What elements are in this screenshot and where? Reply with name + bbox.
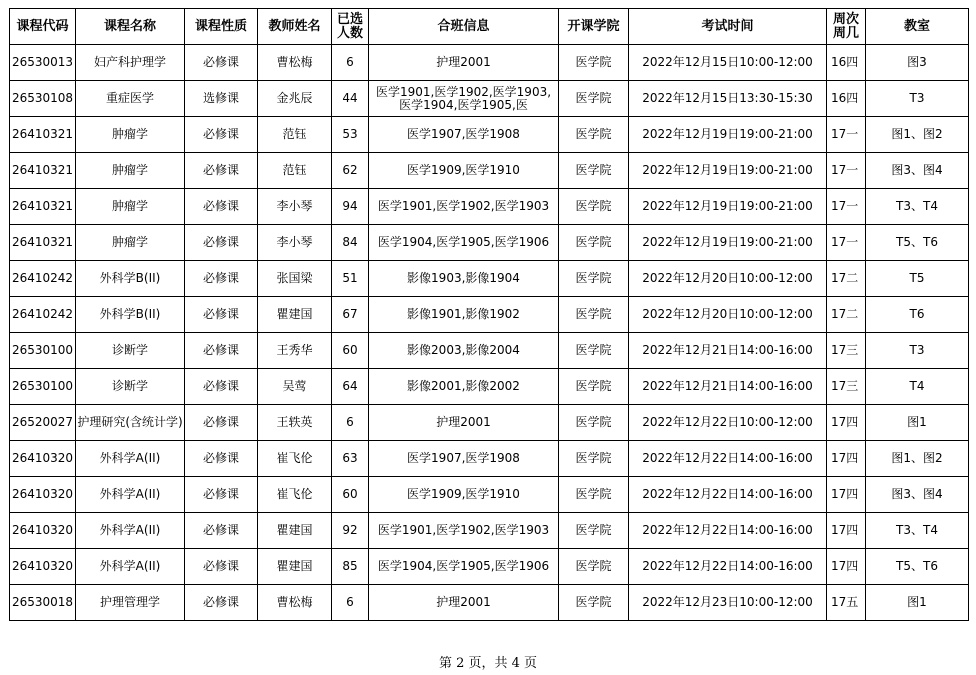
- teacher-cell: 瞿建国: [258, 513, 332, 549]
- table-row: [10, 81, 969, 117]
- classroom-cell: T3: [866, 333, 969, 369]
- table-row: [10, 405, 969, 441]
- course-name-cell: 护理研究(含统计学): [76, 405, 185, 441]
- college-cell: 医学院: [559, 81, 629, 117]
- table-row: [10, 189, 969, 225]
- week-day-cell: 17四: [827, 441, 866, 477]
- week-day-cell: 17二: [827, 297, 866, 333]
- class-info-cell: 影像2001,影像2002: [369, 369, 559, 405]
- course-code-cell: 26520027: [10, 405, 76, 441]
- course-name-cell: 诊断学: [76, 369, 185, 405]
- course-type-cell: 必修课: [185, 369, 258, 405]
- class-info-cell: 医学1901,医学1902,医学1903: [369, 189, 559, 225]
- header-classroom: 教室: [866, 9, 969, 45]
- table-row: [10, 549, 969, 585]
- table-header-row: [10, 9, 969, 45]
- classroom-cell: T5、T6: [866, 225, 969, 261]
- classroom-cell: T3、T4: [866, 189, 969, 225]
- college-cell: 医学院: [559, 153, 629, 189]
- classroom-cell: T5: [866, 261, 969, 297]
- enrolled-count-cell: 64: [332, 369, 369, 405]
- enrolled-count-cell: 92: [332, 513, 369, 549]
- course-type-cell: 必修课: [185, 405, 258, 441]
- exam-time-cell: 2022年12月19日19:00-21:00: [629, 117, 827, 153]
- teacher-cell: 吴莺: [258, 369, 332, 405]
- exam-time-cell: 2022年12月22日14:00-16:00: [629, 441, 827, 477]
- course-code-cell: 26530013: [10, 45, 76, 81]
- exam-time-cell: 2022年12月22日10:00-12:00: [629, 405, 827, 441]
- course-code-cell: 26530100: [10, 333, 76, 369]
- course-code-cell: 26530108: [10, 81, 76, 117]
- college-cell: 医学院: [559, 225, 629, 261]
- table-row: [10, 225, 969, 261]
- enrolled-count-cell: 94: [332, 189, 369, 225]
- course-type-cell: 必修课: [185, 189, 258, 225]
- table-row: [10, 441, 969, 477]
- college-cell: 医学院: [559, 441, 629, 477]
- enrolled-count-cell: 85: [332, 549, 369, 585]
- course-name-cell: 外科学A(II): [76, 549, 185, 585]
- teacher-cell: 金兆辰: [258, 81, 332, 117]
- teacher-cell: 范钰: [258, 153, 332, 189]
- course-type-cell: 必修课: [185, 333, 258, 369]
- table-row: [10, 585, 969, 621]
- week-day-cell: 17三: [827, 369, 866, 405]
- header-course-name: 课程名称: [76, 9, 185, 45]
- enrolled-count-cell: 62: [332, 153, 369, 189]
- header-week-day: 周次周几: [827, 9, 866, 45]
- course-name-cell: 护理管理学: [76, 585, 185, 621]
- class-info-cell: 影像1901,影像1902: [369, 297, 559, 333]
- week-day-cell: 17五: [827, 585, 866, 621]
- exam-schedule-table: [9, 8, 969, 621]
- teacher-cell: 李小琴: [258, 189, 332, 225]
- table-row: [10, 333, 969, 369]
- teacher-cell: 崔飞伦: [258, 477, 332, 513]
- exam-time-cell: 2022年12月22日14:00-16:00: [629, 477, 827, 513]
- course-name-cell: 肿瘤学: [76, 117, 185, 153]
- table-row: [10, 117, 969, 153]
- enrolled-count-cell: 6: [332, 405, 369, 441]
- class-info-cell: 医学1907,医学1908: [369, 441, 559, 477]
- teacher-cell: 范钰: [258, 117, 332, 153]
- classroom-cell: 图3: [866, 45, 969, 81]
- exam-time-cell: 2022年12月21日14:00-16:00: [629, 369, 827, 405]
- course-type-cell: 必修课: [185, 297, 258, 333]
- course-code-cell: 26530018: [10, 585, 76, 621]
- course-code-cell: 26410320: [10, 549, 76, 585]
- exam-time-cell: 2022年12月22日14:00-16:00: [629, 513, 827, 549]
- college-cell: 医学院: [559, 117, 629, 153]
- enrolled-count-cell: 44: [332, 81, 369, 117]
- teacher-cell: 曹松梅: [258, 585, 332, 621]
- week-day-cell: 17一: [827, 117, 866, 153]
- teacher-cell: 王秀华: [258, 333, 332, 369]
- teacher-cell: 瞿建国: [258, 297, 332, 333]
- classroom-cell: T5、T6: [866, 549, 969, 585]
- course-type-cell: 必修课: [185, 477, 258, 513]
- course-name-cell: 重症医学: [76, 81, 185, 117]
- course-code-cell: 26410320: [10, 513, 76, 549]
- class-info-cell: 医学1901,医学1902,医学1903: [369, 513, 559, 549]
- table-row: [10, 297, 969, 333]
- classroom-cell: 图1、图2: [866, 441, 969, 477]
- class-info-cell: 护理2001: [369, 405, 559, 441]
- course-type-cell: 必修课: [185, 153, 258, 189]
- course-code-cell: 26410321: [10, 153, 76, 189]
- table-row: [10, 513, 969, 549]
- college-cell: 医学院: [559, 297, 629, 333]
- course-code-cell: 26410320: [10, 477, 76, 513]
- course-code-cell: 26410242: [10, 261, 76, 297]
- course-type-cell: 必修课: [185, 513, 258, 549]
- week-day-cell: 17一: [827, 189, 866, 225]
- course-type-cell: 必修课: [185, 549, 258, 585]
- week-day-cell: 17一: [827, 153, 866, 189]
- week-day-cell: 17二: [827, 261, 866, 297]
- course-code-cell: 26410321: [10, 225, 76, 261]
- header-college: 开课学院: [559, 9, 629, 45]
- exam-time-cell: 2022年12月15日13:30-15:30: [629, 81, 827, 117]
- header-exam-time: 考试时间: [629, 9, 827, 45]
- class-info-cell: 护理2001: [369, 45, 559, 81]
- course-type-cell: 必修课: [185, 117, 258, 153]
- teacher-cell: 张国梁: [258, 261, 332, 297]
- course-name-cell: 外科学B(II): [76, 261, 185, 297]
- course-type-cell: 必修课: [185, 45, 258, 81]
- college-cell: 医学院: [559, 477, 629, 513]
- class-info-cell: 医学1901,医学1902,医学1903,医学1904,医学1905,医: [369, 81, 559, 117]
- course-code-cell: 26410321: [10, 117, 76, 153]
- table-body: [10, 45, 969, 621]
- teacher-cell: 曹松梅: [258, 45, 332, 81]
- enrolled-count-cell: 67: [332, 297, 369, 333]
- classroom-cell: 图3、图4: [866, 477, 969, 513]
- college-cell: 医学院: [559, 513, 629, 549]
- enrolled-count-cell: 84: [332, 225, 369, 261]
- week-day-cell: 16四: [827, 81, 866, 117]
- enrolled-count-cell: 63: [332, 441, 369, 477]
- teacher-cell: 瞿建国: [258, 549, 332, 585]
- week-day-cell: 16四: [827, 45, 866, 81]
- college-cell: 医学院: [559, 405, 629, 441]
- course-code-cell: 26410242: [10, 297, 76, 333]
- header-teacher: 教师姓名: [258, 9, 332, 45]
- college-cell: 医学院: [559, 189, 629, 225]
- week-day-cell: 17四: [827, 477, 866, 513]
- enrolled-count-cell: 6: [332, 45, 369, 81]
- week-day-cell: 17三: [827, 333, 866, 369]
- course-name-cell: 肿瘤学: [76, 225, 185, 261]
- exam-time-cell: 2022年12月19日19:00-21:00: [629, 225, 827, 261]
- college-cell: 医学院: [559, 585, 629, 621]
- teacher-cell: 崔飞伦: [258, 441, 332, 477]
- table-row: [10, 369, 969, 405]
- class-info-cell: 护理2001: [369, 585, 559, 621]
- enrolled-count-cell: 60: [332, 477, 369, 513]
- class-info-cell: 医学1904,医学1905,医学1906: [369, 549, 559, 585]
- teacher-cell: 李小琴: [258, 225, 332, 261]
- classroom-cell: 图1: [866, 405, 969, 441]
- course-name-cell: 妇产科护理学: [76, 45, 185, 81]
- college-cell: 医学院: [559, 45, 629, 81]
- course-name-cell: 肿瘤学: [76, 189, 185, 225]
- exam-time-cell: 2022年12月20日10:00-12:00: [629, 261, 827, 297]
- college-cell: 医学院: [559, 333, 629, 369]
- teacher-cell: 王轶英: [258, 405, 332, 441]
- week-day-cell: 17四: [827, 513, 866, 549]
- classroom-cell: T3、T4: [866, 513, 969, 549]
- classroom-cell: T6: [866, 297, 969, 333]
- header-enrolled: 已选人数: [332, 9, 369, 45]
- classroom-cell: 图1: [866, 585, 969, 621]
- class-info-cell: 医学1904,医学1905,医学1906: [369, 225, 559, 261]
- enrolled-count-cell: 53: [332, 117, 369, 153]
- header-classes: 合班信息: [369, 9, 559, 45]
- exam-time-cell: 2022年12月23日10:00-12:00: [629, 585, 827, 621]
- classroom-cell: 图3、图4: [866, 153, 969, 189]
- course-name-cell: 肿瘤学: [76, 153, 185, 189]
- exam-time-cell: 2022年12月22日14:00-16:00: [629, 549, 827, 585]
- header-course-code: 课程代码: [10, 9, 76, 45]
- college-cell: 医学院: [559, 369, 629, 405]
- course-type-cell: 必修课: [185, 261, 258, 297]
- course-name-cell: 外科学A(II): [76, 441, 185, 477]
- enrolled-count-cell: 51: [332, 261, 369, 297]
- class-info-cell: 影像1903,影像1904: [369, 261, 559, 297]
- exam-time-cell: 2022年12月19日19:00-21:00: [629, 153, 827, 189]
- exam-time-cell: 2022年12月21日14:00-16:00: [629, 333, 827, 369]
- classroom-cell: T3: [866, 81, 969, 117]
- course-code-cell: 26410320: [10, 441, 76, 477]
- class-info-cell: 医学1909,医学1910: [369, 477, 559, 513]
- course-code-cell: 26530100: [10, 369, 76, 405]
- course-name-cell: 外科学A(II): [76, 477, 185, 513]
- page-footer: 第 2 页，共 4 页: [438, 656, 538, 671]
- college-cell: 医学院: [559, 261, 629, 297]
- enrolled-count-cell: 6: [332, 585, 369, 621]
- exam-time-cell: 2022年12月20日10:00-12:00: [629, 297, 827, 333]
- course-code-cell: 26410321: [10, 189, 76, 225]
- course-type-cell: 必修课: [185, 585, 258, 621]
- course-name-cell: 诊断学: [76, 333, 185, 369]
- table-row: [10, 45, 969, 81]
- enrolled-count-cell: 60: [332, 333, 369, 369]
- exam-time-cell: 2022年12月15日10:00-12:00: [629, 45, 827, 81]
- table-row: [10, 153, 969, 189]
- classroom-cell: T4: [866, 369, 969, 405]
- week-day-cell: 17一: [827, 225, 866, 261]
- table-row: [10, 477, 969, 513]
- course-type-cell: 必修课: [185, 225, 258, 261]
- class-info-cell: 医学1907,医学1908: [369, 117, 559, 153]
- table-row: [10, 261, 969, 297]
- class-info-cell: 医学1909,医学1910: [369, 153, 559, 189]
- college-cell: 医学院: [559, 549, 629, 585]
- course-name-cell: 外科学A(II): [76, 513, 185, 549]
- class-info-cell: 影像2003,影像2004: [369, 333, 559, 369]
- course-type-cell: 选修课: [185, 81, 258, 117]
- header-course-type: 课程性质: [185, 9, 258, 45]
- exam-time-cell: 2022年12月19日19:00-21:00: [629, 189, 827, 225]
- week-day-cell: 17四: [827, 549, 866, 585]
- week-day-cell: 17四: [827, 405, 866, 441]
- classroom-cell: 图1、图2: [866, 117, 969, 153]
- course-name-cell: 外科学B(II): [76, 297, 185, 333]
- course-type-cell: 必修课: [185, 441, 258, 477]
